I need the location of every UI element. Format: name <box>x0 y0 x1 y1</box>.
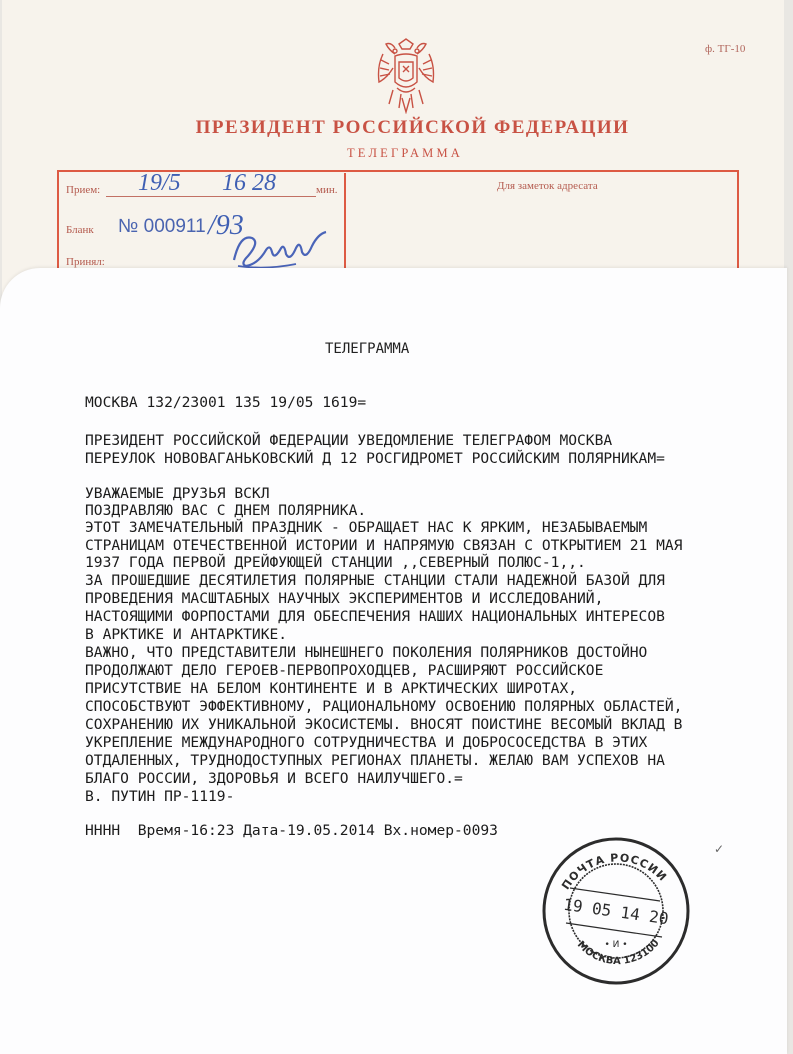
blank-number: № 000911 <box>118 216 206 237</box>
telegram-line: БЛАГО РОССИИ, ЗДОРОВЬЯ И ВСЕГО НАИЛУЧШЕГО.= <box>85 770 463 787</box>
telegram-line: МОСКВА 132/23001 135 19/05 1619= <box>85 394 367 411</box>
postmark-mark: • И • <box>604 940 628 950</box>
telegram-line: В АРКТИКЕ И АНТАРКТИКЕ. <box>85 626 288 643</box>
handwritten-signature <box>226 224 336 270</box>
telegram-line: ПРОВЕДЕНИЯ МАСШТАБНЫХ НАУЧНЫХ ЭКСПЕРИМЕНТОВ И ИССЛЕДОВАНИЙ, <box>85 590 604 607</box>
minutes-label: мин. <box>316 184 338 196</box>
telegram-line: 1937 ГОДА ПЕРВОЙ ДРЕЙФУЮЩЕЙ СТАНЦИИ ,,СЕВЕРНЫЙ ПОЛЮС-1,,. <box>85 554 586 571</box>
handwritten-date: 19/5 <box>138 170 181 196</box>
telegram-line: ПОЗДРАВЛЯЮ ВАС С ДНЕМ ПОЛЯРНИКА. <box>85 502 367 519</box>
telegram-line: ПРЕЗИДЕНТ РОССИЙСКОЙ ФЕДЕРАЦИИ УВЕДОМЛЕНИЕ ТЕЛЕГРАФОМ МОСКВА <box>85 432 613 449</box>
telegram-line: ЭТОТ ЗАМЕЧАТЕЛЬНЫЙ ПРАЗДНИК - ОБРАЩАЕТ НАС К ЯРКИМ, НЕЗАБЫВАЕМЫМ <box>85 519 648 536</box>
telegram-line: СТРАНИЦАМ ОТЕЧЕСТВЕННОЙ ИСТОРИИ И НАПРЯМУЮ СВЯЗАН С ОТКРЫТИЕМ 21 МАЯ <box>85 537 683 554</box>
telegram-line: ПЕРЕУЛОК НОВОВАГАНЬКОВСКИЙ Д 12 РОСГИДРОМЕТ РОССИЙСКИМ ПОЛЯРНИКАМ= <box>85 450 665 467</box>
check-mark-icon: ✓ <box>714 842 725 856</box>
telegram-line: УКРЕПЛЕНИЕ МЕЖДУНАРОДНОГО СОТРУДНИЧЕСТВА И ДОБРОСОСЕДСТВА В ЭТИХ <box>85 734 648 751</box>
telegram-line: ПРИСУТСТВИЕ НА БЕЛОМ КОНТИНЕНТЕ И В АРКТИЧЕСКИХ ШИРОТАХ, <box>85 680 578 697</box>
letterhead-subtitle: ТЕЛЕГРАММА <box>346 146 464 160</box>
form-code: ф. ТГ-10 <box>705 43 746 55</box>
telegram-line: УВАЖАЕМЫЕ ДРУЗЬЯ ВСКЛ <box>85 485 270 502</box>
delivery-info-line: НННН Время-16:23 Дата-19.05.2014 Вх.номер-0093 <box>85 822 498 839</box>
svg-text:ПОЧТА РОССИИ <box>559 851 669 892</box>
blank-label: Бланк <box>66 224 94 236</box>
telegram-line: СПОСОБСТВУЮТ ЭФФЕКТИВНОМУ, РАЦИОНАЛЬНОМУ ОСВОЕНИЮ ПОЛЯРНЫХ ОБЛАСТЕЙ, <box>85 698 683 715</box>
telegram-line: ВАЖНО, ЧТО ПРЕДСТАВИТЕЛИ НЫНЕШНЕГО ПОКОЛЕНИЯ ПОЛЯРНИКОВ ДОСТОЙНО <box>85 644 648 661</box>
postmark-bottom-text: МОСКВА 123100 <box>574 937 662 968</box>
letterhead-title: ПРЕЗИДЕНТ РОССИЙСКОЙ ФЕДЕРАЦИИ <box>195 117 630 138</box>
signature-line: В. ПУТИН ПР-1119- <box>85 788 235 805</box>
coat-of-arms-icon <box>375 38 437 114</box>
telegram-line: НАСТОЯЩИМИ ФОРПОСТАМИ ДЛЯ ОБЕСПЕЧЕНИЯ НАШИХ НАЦИОНАЛЬНЫХ ИНТЕРЕСОВ <box>85 608 665 625</box>
postmark-stamp <box>540 835 692 987</box>
telegram-line: СОХРАНЕНИЮ ИХ УНИКАЛЬНОЙ ЭКОСИСТЕМЫ. ВНОСЯТ ПОИСТИНЕ ВЕСОМЫЙ ВКЛАД В <box>85 716 683 733</box>
telegram-line: ПРОДОЛЖАЮТ ДЕЛО ГЕРОЕВ-ПЕРВОПРОХОДЦЕВ, РАСШИРЯЮТ РОССИЙСКОЕ <box>85 662 604 679</box>
handwritten-series: /93 <box>208 210 244 241</box>
accepted-label: Принял: <box>66 256 105 268</box>
postmark-top-text: ПОЧТА РОССИИ <box>559 851 670 893</box>
postmark-date: 19 05 14 20 <box>562 894 670 929</box>
telegram-title: ТЕЛЕГРАММА <box>325 341 410 357</box>
received-label: Прием: <box>66 184 101 196</box>
telegram-line: ОТДАЛЕННЫХ, ТРУДНОДОСТУПНЫХ РЕГИОНАХ ПЛАНЕТЫ. ЖЕЛАЮ ВАМ УСПЕХОВ НА <box>85 752 665 769</box>
notes-label: Для заметок адресата <box>497 180 598 192</box>
handwritten-time: 16 28 <box>222 170 276 196</box>
telegram-line: ЗА ПРОШЕДШИЕ ДЕСЯТИЛЕТИЯ ПОЛЯРНЫЕ СТАНЦИИ СТАЛИ НАДЕЖНОЙ БАЗОЙ ДЛЯ <box>85 572 665 589</box>
